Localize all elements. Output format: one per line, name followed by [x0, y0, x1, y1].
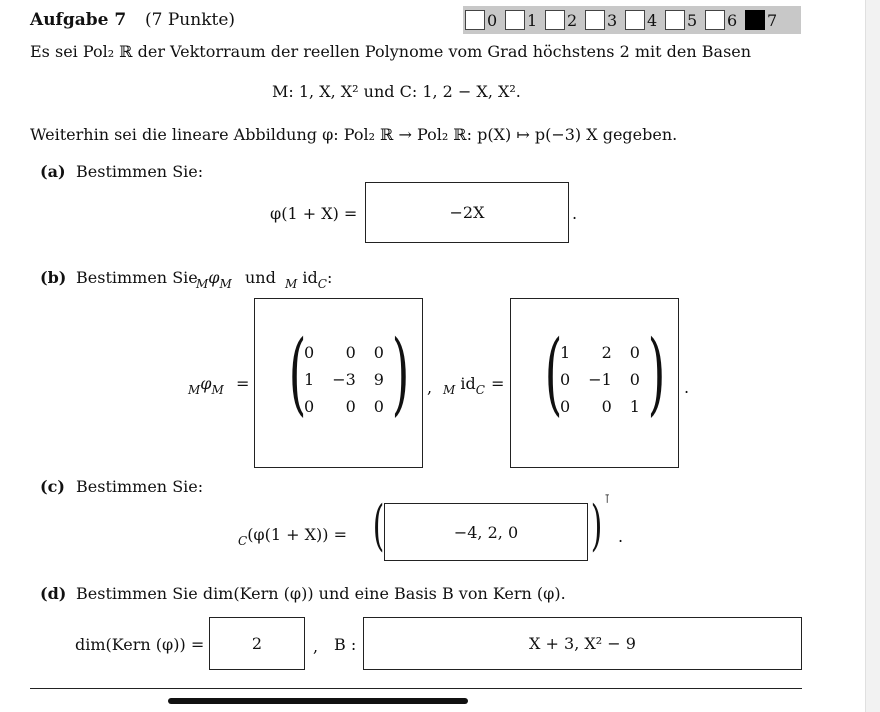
answer-c-value: −4, 2, 0: [453, 522, 519, 542]
part-c-lhs: $_C$(φ(1 + X)) =: [238, 525, 347, 548]
part-c-end: .: [618, 527, 624, 546]
score-option-2[interactable]: [545, 10, 583, 30]
score-label: 0: [487, 10, 498, 30]
comma-d: ,: [313, 637, 319, 656]
task-title: Aufgabe 7: [30, 10, 127, 30]
score-label: 2: [567, 10, 578, 30]
score-option-4[interactable]: [625, 10, 663, 30]
score-label: 6: [727, 10, 738, 30]
part-b-colon: :: [327, 268, 333, 287]
part-c-prompt: Bestimmen Sie:: [76, 477, 204, 496]
part-a-label: (a): [40, 162, 66, 181]
score-option-1[interactable]: [505, 10, 543, 30]
matrix-id: 1 2 0 0 −1 0 0 0 1: [560, 343, 640, 416]
basis-label: B :: [334, 635, 357, 654]
bases-definition: M: 1, X, X² und C: 1, 2 − X, X².: [272, 82, 521, 101]
matrix-phi: 0 0 0 1 −3 9 0 0 0: [304, 343, 384, 416]
part-b-expr1: $_M\varphi_M$: [196, 268, 232, 291]
left-paren-icon: (: [288, 321, 307, 426]
part-d-lhs: dim(Kern (φ)) =: [75, 635, 205, 654]
basis-value: X + 3, X² − 9: [529, 634, 636, 653]
equals-2: =: [491, 374, 505, 393]
answer-box-basis[interactable]: [363, 617, 802, 670]
score-option-3[interactable]: [585, 10, 623, 30]
left-paren-icon: (: [372, 494, 385, 557]
right-paren-icon: ): [590, 494, 603, 557]
score-label: 5: [687, 10, 698, 30]
divider: [30, 688, 802, 689]
part-b-expr2: $_M$ $id_C$: [285, 268, 327, 291]
answer-box-dim[interactable]: [209, 617, 305, 670]
part-b-prompt: Bestimmen Sie: [76, 268, 198, 287]
left-paren-icon: (: [544, 321, 563, 426]
score-checkbox[interactable]: [625, 10, 645, 30]
part-b-label: (b): [40, 268, 67, 287]
score-option-0[interactable]: [465, 10, 503, 30]
lhs-phi-MM: $_M\varphi_M$: [188, 374, 224, 397]
score-label: 1: [527, 10, 538, 30]
answer-box-matrix-phi[interactable]: [254, 298, 423, 468]
score-checkbox[interactable]: [665, 10, 685, 30]
scrollbar[interactable]: [865, 0, 880, 712]
score-selector: [463, 6, 801, 34]
intro-text: Es sei Pol₂ ℝ der Vektorraum der reellen Polynome vom Grad höchstens 2 mit den Basen: [30, 42, 752, 61]
part-b-end: .: [684, 378, 690, 397]
home-indicator[interactable]: [168, 698, 468, 704]
comma-b: ,: [427, 378, 433, 397]
dim-value: 2: [251, 634, 263, 653]
score-option-7[interactable]: [745, 10, 783, 30]
right-paren-icon: ): [391, 321, 410, 426]
score-option-5[interactable]: [665, 10, 703, 30]
answer-a-value: −2X: [449, 203, 485, 222]
answer-box-matrix-id[interactable]: [510, 298, 679, 468]
score-label: 7: [767, 10, 778, 30]
score-checkbox-selected[interactable]: [745, 10, 765, 30]
part-a-prompt: Bestimmen Sie:: [76, 162, 204, 181]
score-checkbox[interactable]: [545, 10, 565, 30]
score-option-6[interactable]: [705, 10, 743, 30]
equals-1: =: [236, 374, 250, 393]
part-d-label: (d): [40, 584, 67, 603]
score-checkbox[interactable]: [505, 10, 525, 30]
part-d-prompt: Bestimmen Sie dim(Kern (φ)) und eine Basis B von Kern (φ).: [76, 584, 566, 603]
map-definition: Weiterhin sei die lineare Abbildung φ: Pol₂ ℝ → Pol₂ ℝ: p(X) ↦ p(−3) X gegeben.: [30, 125, 678, 144]
transpose-icon: ⊺: [604, 492, 611, 506]
part-b-und: und: [245, 268, 276, 287]
score-checkbox[interactable]: [465, 10, 485, 30]
score-checkbox[interactable]: [705, 10, 725, 30]
part-c-label: (c): [40, 477, 65, 496]
lhs-id-MC: $_M$ $id_C$: [443, 374, 485, 397]
score-label: 3: [607, 10, 618, 30]
score-label: 4: [647, 10, 658, 30]
score-checkbox[interactable]: [585, 10, 605, 30]
answer-box-c[interactable]: [384, 503, 588, 561]
answer-box-a[interactable]: [365, 182, 569, 243]
part-a-end: .: [572, 204, 578, 223]
task-points: (7 Punkte): [145, 10, 236, 30]
part-a-lhs: φ(1 + X) =: [270, 204, 358, 223]
right-paren-icon: ): [647, 321, 666, 426]
